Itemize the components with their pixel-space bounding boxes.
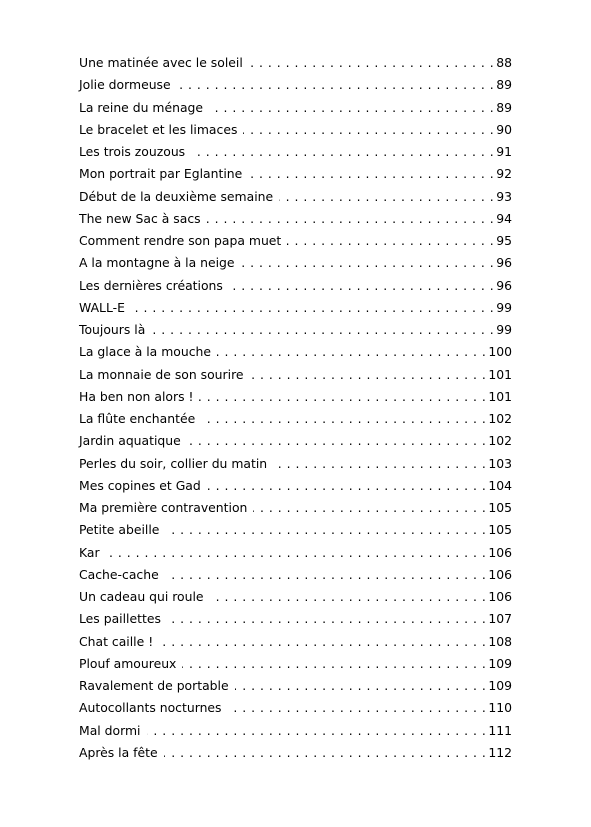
toc-entry-title: Perles du soir, collier du matin <box>79 455 268 471</box>
toc-entry-dot-leader <box>279 186 494 208</box>
toc-entry-page-number: 107 <box>488 611 512 627</box>
toc-entry-page-number: 108 <box>488 633 512 649</box>
toc-entry-page-number: 89 <box>496 77 512 93</box>
toc-entry[interactable] <box>79 519 512 541</box>
toc-entry[interactable] <box>79 453 512 475</box>
toc-entry-dot-leader <box>250 364 487 386</box>
toc-entry-title: Jardin aquatique <box>79 433 181 449</box>
toc-entry-dot-leader <box>253 497 486 519</box>
toc-entry-title: WALL-E <box>79 299 125 315</box>
toc-entry[interactable] <box>79 52 512 74</box>
toc-entry[interactable] <box>79 697 512 719</box>
toc-entry-page-number: 111 <box>488 722 512 738</box>
toc-entry-dot-leader <box>201 408 486 430</box>
toc-entry-dot-leader <box>228 697 487 719</box>
toc-entry-page-number: 89 <box>496 99 512 115</box>
toc-entry-dot-leader <box>210 586 487 608</box>
toc-entry[interactable] <box>79 653 512 675</box>
toc-entry-page-number: 99 <box>496 322 512 337</box>
toc-entry-page-number: 102 <box>488 411 512 426</box>
toc-entry-title: Ma première contravention <box>79 500 248 515</box>
toc-entry-title: La glace à la mouche <box>79 344 212 360</box>
toc-entry[interactable] <box>79 475 512 497</box>
toc-entry-title: Mes copines et Gad <box>79 477 201 493</box>
toc-entry-dot-leader <box>207 475 487 497</box>
toc-entry-page-number: 105 <box>488 522 512 538</box>
toc-entry[interactable] <box>79 275 512 297</box>
toc-entry-dot-leader <box>106 542 487 564</box>
toc-entry-title: Un cadeau qui roule <box>79 589 204 604</box>
toc-entry-dot-leader <box>165 519 486 541</box>
toc-entry-page-number: 106 <box>488 589 512 604</box>
toc-entry-page-number: 109 <box>488 655 512 671</box>
toc-entry[interactable] <box>79 586 512 608</box>
toc-entry-title: Ravalement de portable <box>79 678 229 693</box>
toc-entry-page-number: 101 <box>488 388 512 404</box>
toc-entry-title: Petite abeille <box>79 522 160 538</box>
toc-entry-title: La reine du ménage <box>79 99 204 115</box>
toc-entry-title: La flûte enchantée <box>79 411 196 426</box>
toc-entry-title: Cache-cache <box>79 566 159 582</box>
toc-entry[interactable] <box>79 208 512 230</box>
toc-entry-dot-leader <box>151 319 494 341</box>
toc-entry-dot-leader <box>165 564 487 586</box>
toc-entry[interactable] <box>79 631 512 653</box>
toc-entry[interactable] <box>79 675 512 697</box>
toc-entry-page-number: 101 <box>488 366 512 382</box>
toc-entry-title: Mon portrait par Eglantine <box>79 166 243 182</box>
toc-entry-title: The new Sac à sacs <box>79 210 201 226</box>
toc-entry[interactable] <box>79 720 512 742</box>
toc-entry-page-number: 103 <box>488 455 512 471</box>
toc-entry[interactable] <box>79 564 512 586</box>
toc-entry-dot-leader <box>167 608 486 630</box>
toc-entry-page-number: 96 <box>496 277 512 293</box>
toc-entry-dot-leader <box>209 97 494 119</box>
toc-entry-title: A la montagne à la neige <box>79 255 235 271</box>
toc-entry-dot-leader <box>191 141 494 163</box>
toc-entry-dot-leader <box>159 631 486 653</box>
toc-entry-page-number: 106 <box>488 566 512 582</box>
toc-entry[interactable] <box>79 74 512 96</box>
toc-entry-dot-leader <box>235 675 487 697</box>
toc-entry-title: Les trois zouzous <box>79 144 186 159</box>
toc-entry-page-number: 99 <box>496 299 512 315</box>
toc-entry-page-number: 91 <box>496 144 512 159</box>
toc-entry-dot-leader <box>177 74 495 96</box>
toc-entry-page-number: 106 <box>488 544 512 560</box>
toc-entry-dot-leader <box>241 252 495 274</box>
toc-entry-dot-leader <box>249 52 494 74</box>
toc-entry-dot-leader <box>229 275 494 297</box>
toc-entry[interactable] <box>79 608 512 630</box>
toc-entry-title: Kar <box>79 544 100 560</box>
toc-entry-dot-leader <box>207 208 495 230</box>
toc-entry-page-number: 100 <box>488 344 512 360</box>
toc-entry-page-number: 112 <box>488 744 512 760</box>
toc-entry[interactable] <box>79 386 512 408</box>
toc-entry[interactable] <box>79 163 512 185</box>
toc-entry-title: Le bracelet et les limaces <box>79 121 238 137</box>
toc-entry-dot-leader <box>287 230 494 252</box>
toc-entry-page-number: 96 <box>496 255 512 271</box>
toc-entry[interactable] <box>79 319 512 341</box>
toc-entry-page-number: 92 <box>496 166 512 182</box>
toc-entry-page-number: 95 <box>496 233 512 248</box>
toc-entry-title: Début de la deuxième semaine <box>79 188 274 204</box>
toc-entry[interactable] <box>79 186 512 208</box>
toc-entry-title: Ha ben non alors ! <box>79 388 194 404</box>
toc-entry[interactable] <box>79 230 512 252</box>
toc-entry-page-number: 90 <box>496 121 512 137</box>
toc-entry-page-number: 110 <box>488 700 512 716</box>
toc-entry-dot-leader <box>147 720 487 742</box>
toc-entry-dot-leader <box>248 163 494 185</box>
toc-entry-page-number: 109 <box>488 678 512 693</box>
toc-entry-title: Toujours là <box>79 322 146 337</box>
toc-entry-dot-leader <box>182 653 486 675</box>
toc-entry-title: Une matinée avec le soleil <box>79 55 243 70</box>
toc-entry[interactable] <box>79 252 512 274</box>
toc-entry-dot-leader <box>273 453 486 475</box>
toc-entry-title: Mal dormi <box>79 722 141 738</box>
toc-entry-title: Autocollants nocturnes <box>79 700 222 716</box>
toc-entry[interactable] <box>79 742 512 764</box>
toc-entry-title: Comment rendre son papa muet <box>79 233 282 248</box>
toc-entry-page-number: 93 <box>496 188 512 204</box>
toc-entry[interactable] <box>79 119 512 141</box>
toc-entry[interactable] <box>79 430 512 452</box>
toc-entry-page-number: 105 <box>488 500 512 515</box>
toc-entry-title: Les paillettes <box>79 611 161 627</box>
table-of-contents <box>79 52 512 764</box>
toc-entry-title: La monnaie de son sourire <box>79 366 244 382</box>
toc-entry-dot-leader <box>217 341 486 363</box>
toc-entry-dot-leader <box>187 430 487 452</box>
toc-entry[interactable] <box>79 364 512 386</box>
toc-entry-title: Les dernières créations <box>79 277 223 293</box>
toc-entry-page-number: 88 <box>496 55 512 70</box>
toc-entry[interactable] <box>79 141 512 163</box>
toc-entry-page-number: 94 <box>496 210 512 226</box>
toc-entry-dot-leader <box>199 386 486 408</box>
toc-entry[interactable] <box>79 97 512 119</box>
toc-entry[interactable] <box>79 408 512 430</box>
toc-entry[interactable] <box>79 497 512 519</box>
toc-entry-page-number: 104 <box>488 477 512 493</box>
toc-entry-title: Plouf amoureux <box>79 655 177 671</box>
toc-entry-title: Après la fête <box>79 744 158 760</box>
toc-entry-dot-leader <box>243 119 494 141</box>
toc-entry-dot-leader <box>131 297 494 319</box>
toc-entry-title: Chat caille ! <box>79 633 154 649</box>
toc-entry-dot-leader <box>164 742 487 764</box>
toc-entry-title: Jolie dormeuse <box>79 77 171 93</box>
toc-entry[interactable] <box>79 542 512 564</box>
toc-entry-page-number: 102 <box>488 433 512 449</box>
toc-entry[interactable] <box>79 341 512 363</box>
toc-entry[interactable] <box>79 297 512 319</box>
